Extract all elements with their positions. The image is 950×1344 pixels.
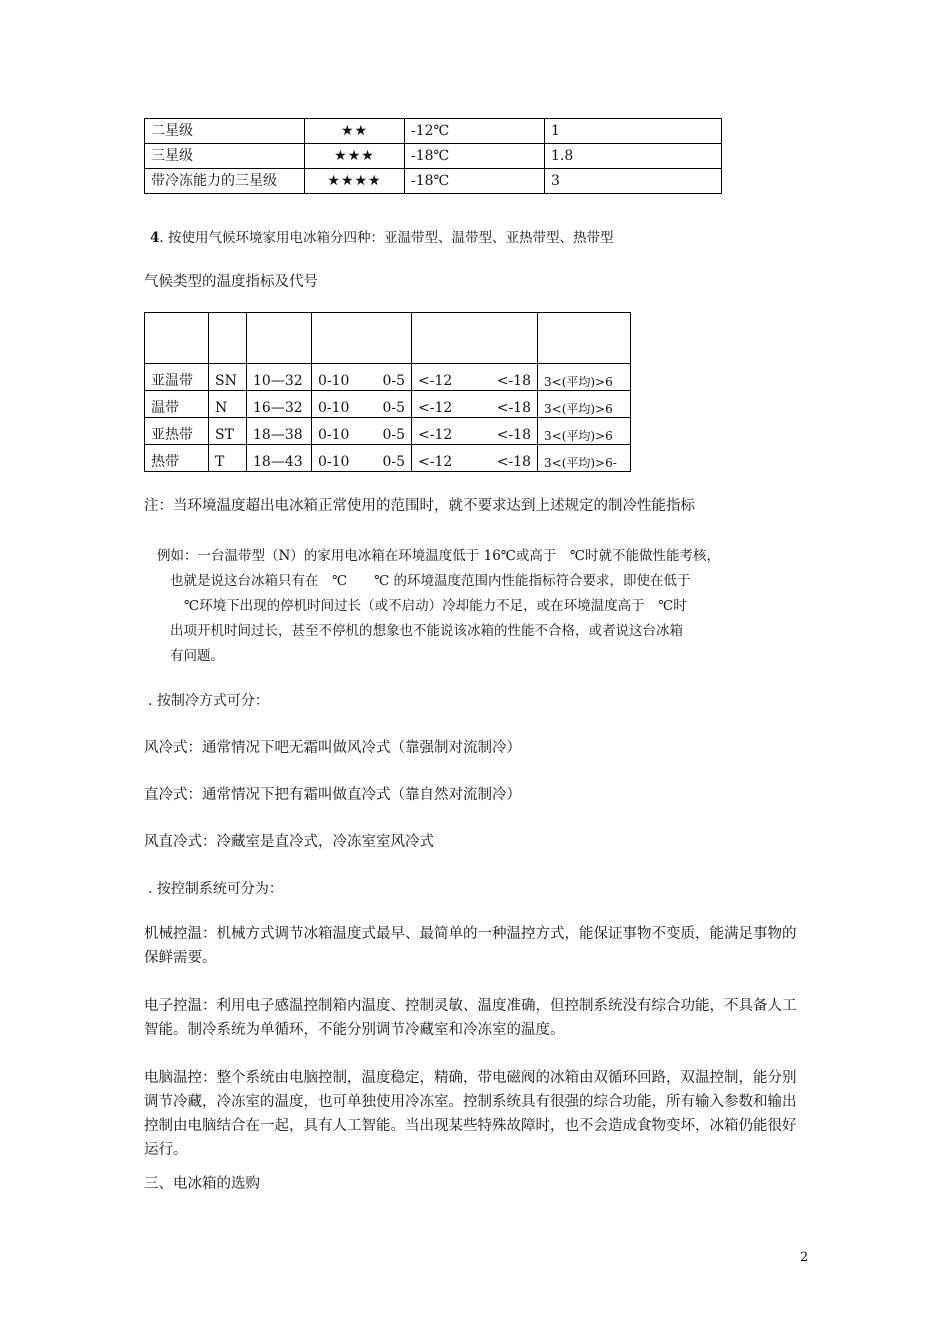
table-cell: 10—32 bbox=[247, 364, 312, 391]
cell-value: <-18 bbox=[496, 400, 531, 416]
example-line: 也就是说这台冰箱只有在 ℃ ℃ 的环境温度范围内性能指标符合要求，即使在低于 bbox=[170, 573, 691, 589]
table-cell: ★★★ bbox=[305, 144, 405, 169]
table-cell: 亚热带 bbox=[145, 418, 209, 445]
table-cell: 二星级 bbox=[145, 119, 305, 144]
table-cell: 3<(平均)>6 bbox=[538, 418, 631, 445]
cell-value: <-12 bbox=[418, 373, 453, 389]
page-number: 2 bbox=[800, 1250, 809, 1265]
control-paragraph: 电子控温：利用电子感温控制箱内温度、控制灵敏、温度准确，但控制系统没有综合功能，不具备人工智能。制冷系统为单循环，不能分别调节冷藏室和冷冻室的温度。 bbox=[144, 998, 797, 1038]
table-cell: -18℃ bbox=[405, 144, 545, 169]
table-row bbox=[145, 391, 631, 418]
cell-value: <-18 bbox=[496, 454, 531, 470]
cell-value: <-12 bbox=[418, 427, 453, 443]
example-line: 例如：一台温带型（N）的家用电冰箱在环境温度低于 16℃或高于 ℃时就不能做性能考核， bbox=[157, 548, 720, 564]
cell-value: 0-5 bbox=[382, 373, 405, 389]
table-cell bbox=[412, 418, 538, 445]
star-rating-table bbox=[144, 118, 722, 194]
table-row bbox=[145, 364, 631, 391]
table-cell: 18—38 bbox=[247, 418, 312, 445]
note-text: 注：当环境温度超出电冰箱正常使用的范围时，就不要求达到上述规定的制冷性能指标 bbox=[144, 498, 695, 514]
table-cell: -12℃ bbox=[405, 119, 545, 144]
table-cell bbox=[209, 313, 247, 364]
table-cell bbox=[412, 313, 538, 364]
cell-value: 0-10 bbox=[318, 427, 350, 443]
control-paragraph: 机械控温：机械方式调节冰箱温度式最早、最简单的一种温控方式，能保证事物不变质，能满足事物的保鲜需要。 bbox=[144, 926, 797, 966]
cell-value: 0-5 bbox=[382, 454, 405, 470]
table-cell: 带冷冻能力的三星级 bbox=[145, 169, 305, 194]
table-cell bbox=[312, 391, 412, 418]
table-cell: ★★★★ bbox=[305, 169, 405, 194]
table-cell: 18—43 bbox=[247, 445, 312, 472]
table-cell bbox=[145, 313, 209, 364]
control-heading: . 按控制系统可分为： bbox=[148, 881, 283, 897]
cell-value: <-18 bbox=[496, 373, 531, 389]
cooling-item: 直冷式：通常情况下把有霜叫做直冷式（靠自然对流制冷） bbox=[144, 787, 521, 803]
table-cell: -18℃ bbox=[405, 169, 545, 194]
table-cell bbox=[312, 364, 412, 391]
example-line: ℃环境下出现的停机时间过长（或不启动）冷却能力不足，或在环境温度高于 ℃时 bbox=[184, 598, 687, 614]
cell-value: 0-5 bbox=[382, 427, 405, 443]
section-text: . 按使用气候环境家用电冰箱分四种：亚温带型、温带型、亚热带型、热带型 bbox=[159, 230, 614, 246]
table-cell bbox=[538, 313, 631, 364]
table-row bbox=[145, 144, 722, 169]
table-cell bbox=[412, 364, 538, 391]
table-cell: ST bbox=[209, 418, 247, 445]
cell-value: 0-10 bbox=[318, 373, 350, 389]
table-cell: T bbox=[209, 445, 247, 472]
table-caption: 气候类型的温度指标及代号 bbox=[144, 274, 318, 290]
table-cell bbox=[412, 391, 538, 418]
example-line: 有问题。 bbox=[170, 648, 224, 664]
table-cell: 亚温带 bbox=[145, 364, 209, 391]
table-cell: 温带 bbox=[145, 391, 209, 418]
section-4-heading bbox=[150, 226, 614, 246]
table-row bbox=[145, 418, 631, 445]
table-cell: 1.8 bbox=[545, 144, 722, 169]
cell-value: 0-5 bbox=[382, 400, 405, 416]
table-cell: 3<(平均)>6 bbox=[538, 391, 631, 418]
cell-value: <-12 bbox=[418, 454, 453, 470]
cell-value: <-12 bbox=[418, 400, 453, 416]
table-cell bbox=[412, 445, 538, 472]
table-cell bbox=[312, 445, 412, 472]
table-row bbox=[145, 119, 722, 144]
table-cell bbox=[312, 418, 412, 445]
table-cell bbox=[312, 313, 412, 364]
cell-value: 0-10 bbox=[318, 400, 350, 416]
climate-type-table bbox=[144, 312, 631, 472]
cooling-item: 风冷式：通常情况下吧无霜叫做风冷式（靠强制对流制冷） bbox=[144, 740, 521, 756]
section-number: 4 bbox=[150, 230, 160, 246]
table-header-row bbox=[145, 313, 631, 364]
table-cell bbox=[247, 313, 312, 364]
table-cell: N bbox=[209, 391, 247, 418]
table-cell: 三星级 bbox=[145, 144, 305, 169]
cooling-item: 风直冷式：冷藏室是直冷式，冷冻室室风冷式 bbox=[144, 834, 434, 850]
table-cell: 16—32 bbox=[247, 391, 312, 418]
control-paragraph: 电脑温控：整个系统由电脑控制，温度稳定，精确，带电磁阀的冰箱由双循环回路，双温控制，能分别调节冷藏，冷冻室的温度，也可单独使用冷冻室。控制系统具有很强的综合功能，所有输入参数和输出控制由电脑结合在一起，具有人工智能。当出现某些特殊故障时，也不会造成食物变坏，冰箱仍能很好运行。 bbox=[144, 1070, 797, 1158]
table-cell: 3 bbox=[545, 169, 722, 194]
table-cell: 1 bbox=[545, 119, 722, 144]
table-cell: 热带 bbox=[145, 445, 209, 472]
table-cell: SN bbox=[209, 364, 247, 391]
cell-value: <-18 bbox=[496, 427, 531, 443]
table-cell: ★★ bbox=[305, 119, 405, 144]
table-row bbox=[145, 169, 722, 194]
example-line: 出项开机时间过长，甚至不停机的想象也不能说该冰箱的性能不合格，或者说这台冰箱 bbox=[170, 623, 683, 639]
table-cell: 3<(平均)>6 bbox=[538, 364, 631, 391]
section-3-heading: 三、电冰箱的选购 bbox=[144, 1176, 260, 1192]
table-row bbox=[145, 445, 631, 472]
table-cell: 3<(平均)>6- bbox=[538, 445, 631, 472]
cell-value: 0-10 bbox=[318, 454, 350, 470]
cooling-heading: . 按制冷方式可分： bbox=[148, 693, 269, 709]
